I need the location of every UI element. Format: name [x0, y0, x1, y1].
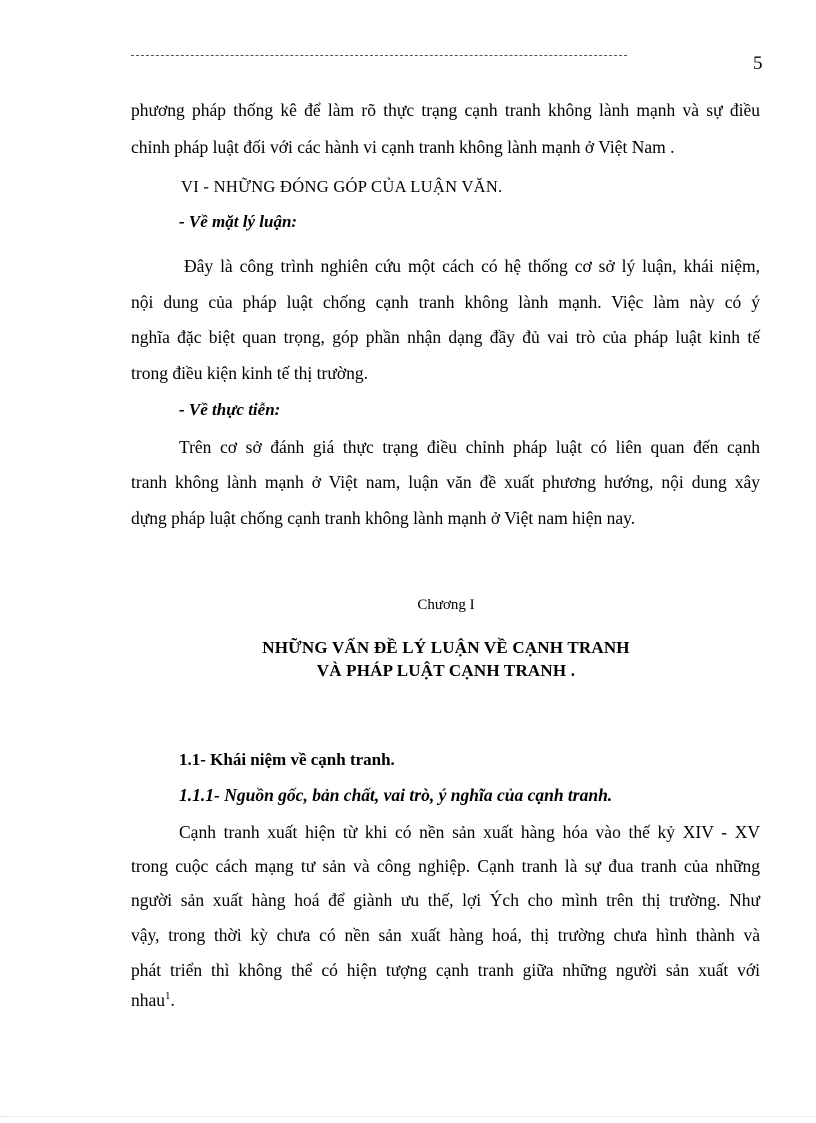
paragraph-line: nghĩa đặc biệt quan trọng, góp phần nhận dạng đầy đủ vai trò của pháp luật kinh tế [131, 327, 760, 347]
paragraph-line: chỉnh pháp luật đối với các hành vi cạnh tranh không lành mạnh ở Việt Nam . [131, 137, 675, 157]
paragraph-line: người sản xuất hàng hoá để giành ưu thế, lợi Ých cho mình trên thị trường. Như [131, 890, 760, 910]
paragraph-line: nội dung của pháp luật chống cạnh tranh không lành mạnh. Việc làm này có ý [131, 292, 760, 312]
paragraph-line: trong điều kiện kinh tế thị trường. [131, 363, 368, 383]
page-number: 5 [753, 53, 763, 74]
chapter-label: Chương I [417, 597, 475, 613]
theory-subheading: - Về mặt lý luận: [179, 212, 298, 231]
footnote-reference[interactable]: 1 [165, 990, 171, 1003]
paragraph-line: Cạnh tranh xuất hiện từ khi có nền sản xuất hàng hóa vào thế kỷ XIV - XV [179, 822, 760, 842]
page-bottom-edge [0, 1116, 816, 1117]
last-line-end: . [170, 990, 175, 1010]
paragraph-line: vậy, trong thời kỳ chưa có nền sản xuất hàng hoá, thị trường chưa hình thành và [131, 925, 760, 945]
paragraph-line: tranh không lành mạnh ở Việt nam, luận văn đề xuất phương hướng, nội dung xây [131, 472, 760, 492]
paragraph-last-line [131, 990, 175, 1011]
paragraph-line: dựng pháp luật chống cạnh tranh không lành mạnh ở Việt nam hiện nay. [131, 508, 636, 528]
practice-subheading: - Về thực tiễn: [179, 400, 281, 419]
paragraph-line: Đây là công trình nghiên cứu một cách có hệ thống cơ sở lý luận, khái niệm, [184, 256, 760, 276]
chapter-title-line-2: VÀ PHÁP LUẬT CẠNH TRANH . [316, 661, 576, 680]
paragraph-line: trong cuộc cách mạng tư sản và công nghiệp. Cạnh tranh là sự đua tranh của những [131, 856, 760, 876]
paragraph-line: phương pháp thống kê để làm rõ thực trạng cạnh tranh không lành mạnh và sự điều [131, 100, 760, 120]
last-line-text: nhau [131, 990, 166, 1010]
paragraph-line: Trên cơ sở đánh giá thực trạng điều chỉnh pháp luật có liên quan đến cạnh [179, 437, 760, 457]
section-title: 1.1- Khái niệm về cạnh tranh. [179, 750, 395, 769]
chapter-title-line-1: NHỮNG VẤN ĐỀ LÝ LUẬN VỀ CẠNH TRANH [262, 638, 630, 657]
paragraph-line: phát triển thì không thể có hiện tượng cạnh tranh giữa những người sản xuất với [131, 960, 760, 980]
section-heading: VI - NHỮNG ĐÓNG GÓP CỦA LUẬN VĂN. [181, 177, 503, 196]
subsection-title: 1.1.1- Nguồn gốc, bản chất, vai trò, ý nghĩa của cạnh tranh. [179, 785, 613, 805]
header-dashed-rule [131, 55, 627, 56]
